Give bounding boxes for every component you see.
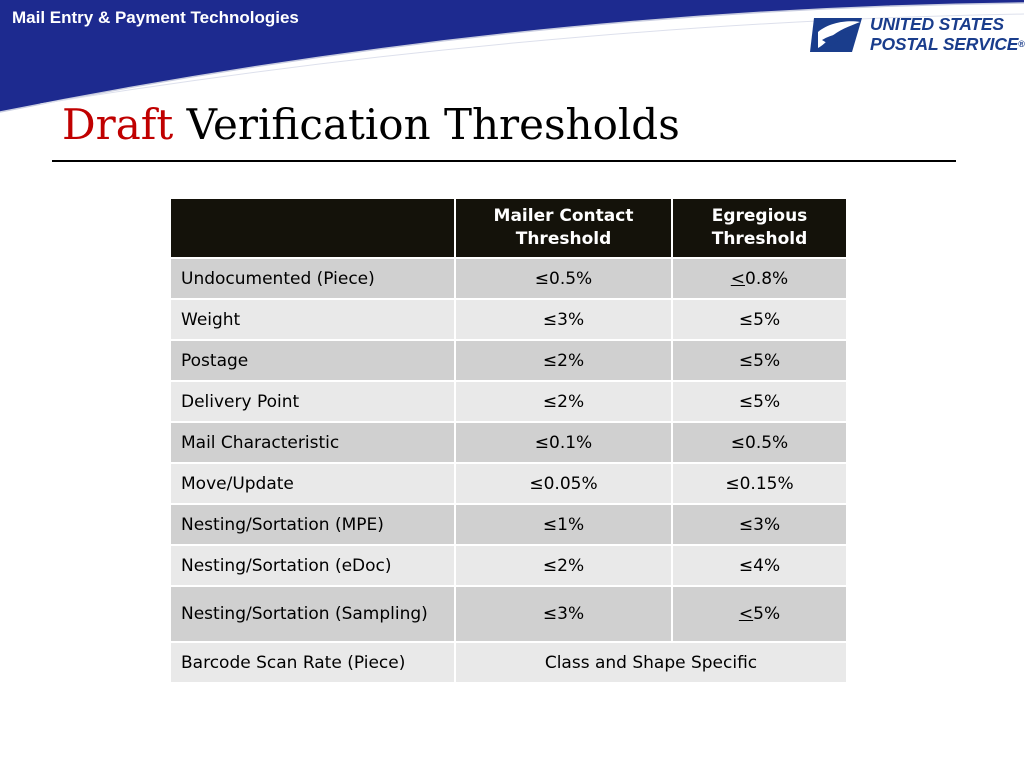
egregious-threshold: ≤5% [673, 339, 846, 380]
row-label: Mail Characteristic [171, 421, 456, 462]
merged-threshold: Class and Shape Specific [456, 641, 846, 682]
title-divider [52, 160, 956, 162]
table-row [171, 641, 846, 682]
banner-title: Mail Entry & Payment Technologies [12, 8, 299, 27]
row-label: Undocumented (Piece) [171, 257, 456, 298]
mailer-threshold: ≤3% [456, 585, 673, 641]
usps-logo [808, 12, 1025, 58]
egregious-threshold: ≤0.5% [673, 421, 846, 462]
header-mailer-contact: Mailer Contact Threshold [456, 199, 673, 257]
table-header-row [171, 199, 846, 257]
row-label: Move/Update [171, 462, 456, 503]
mailer-threshold: ≤0.1% [456, 421, 673, 462]
row-label: Nesting/Sortation (eDoc) [171, 544, 456, 585]
mailer-threshold: ≤2% [456, 339, 673, 380]
mailer-threshold: ≤2% [456, 380, 673, 421]
egregious-value: 5% [753, 604, 781, 624]
thresholds-table [171, 199, 846, 682]
table-row [171, 421, 846, 462]
row-label: Delivery Point [171, 380, 456, 421]
header-egregious: Egregious Threshold [673, 199, 846, 257]
table-row [171, 544, 846, 585]
less-than-underlined: < [738, 604, 754, 624]
header-empty [171, 199, 456, 257]
table-row [171, 462, 846, 503]
row-label: Weight [171, 298, 456, 339]
row-label: Nesting/Sortation (Sampling) [171, 585, 456, 641]
table-row [171, 298, 846, 339]
table-row [171, 380, 846, 421]
row-label: Nesting/Sortation (MPE) [171, 503, 456, 544]
title-rest: Verification Thresholds [173, 100, 680, 149]
egregious-threshold: ≤3% [673, 503, 846, 544]
egregious-threshold: ≤4% [673, 544, 846, 585]
egregious-value: 0.8% [745, 268, 789, 289]
table-row [171, 503, 846, 544]
mailer-threshold: ≤3% [456, 298, 673, 339]
egregious-threshold: ≤0.15% [673, 462, 846, 503]
logo-line-2: POSTAL SERVICE [870, 34, 1019, 54]
eagle-icon [808, 14, 864, 56]
less-than-underlined: < [730, 268, 746, 289]
title-accent: Draft [62, 100, 174, 149]
table-row [171, 339, 846, 380]
mailer-threshold: ≤0.5% [456, 257, 673, 298]
egregious-threshold [673, 257, 846, 298]
mailer-threshold: ≤2% [456, 544, 673, 585]
row-label: Postage [171, 339, 456, 380]
mailer-threshold: ≤0.05% [456, 462, 673, 503]
row-label: Barcode Scan Rate (Piece) [171, 641, 456, 682]
logo-line-1: UNITED STATES [870, 14, 1004, 34]
egregious-threshold: ≤5% [673, 298, 846, 339]
page-title [62, 100, 680, 149]
registered-mark: ® [1018, 39, 1025, 49]
egregious-threshold: ≤5% [673, 380, 846, 421]
mailer-threshold: ≤1% [456, 503, 673, 544]
table-row [171, 585, 846, 641]
table-row [171, 257, 846, 298]
egregious-threshold [673, 585, 846, 641]
